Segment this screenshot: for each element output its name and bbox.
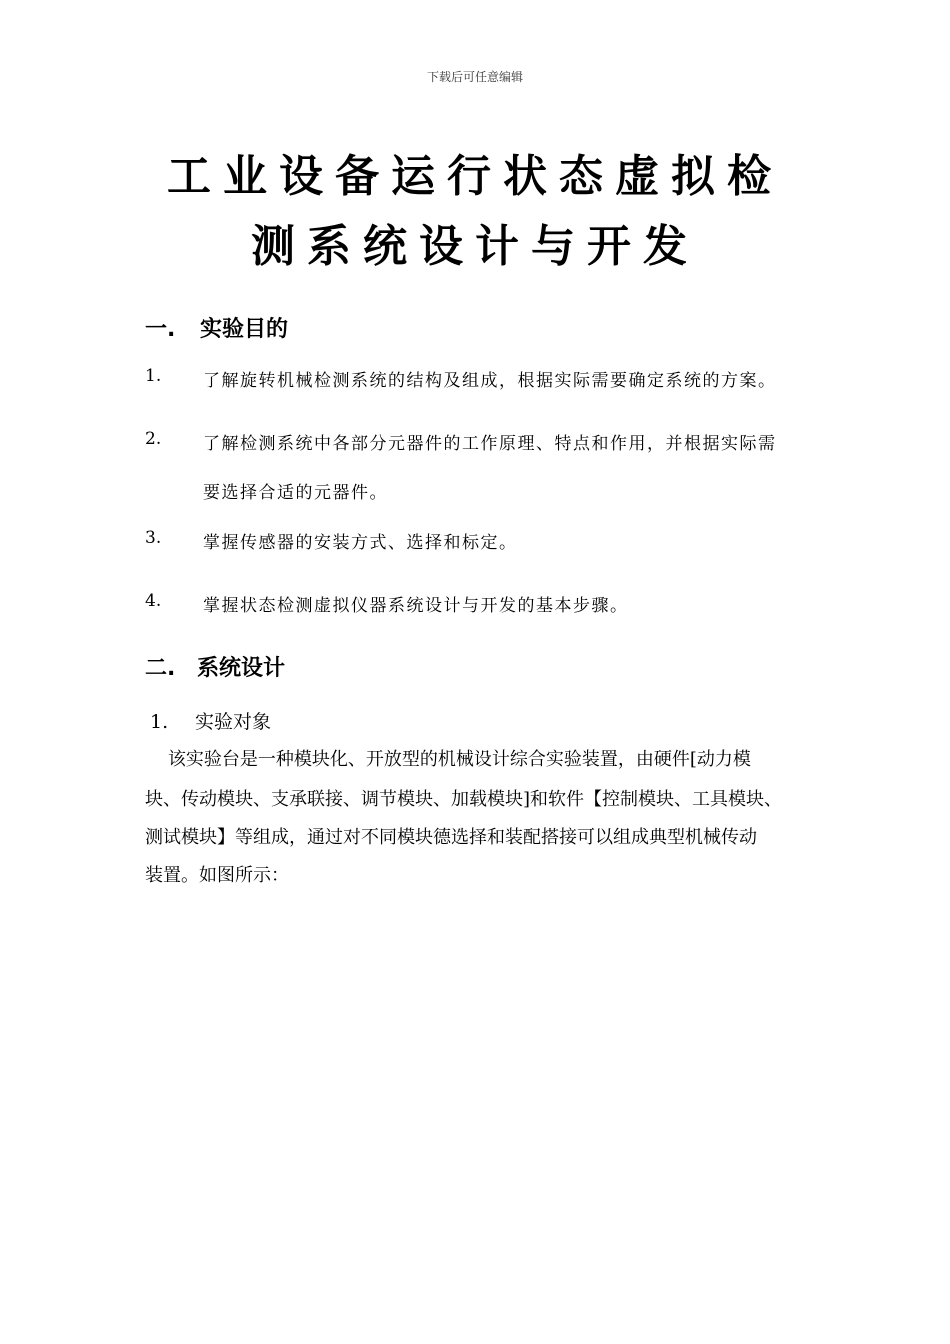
paragraph-line: 该实验台是一种模块化、开放型的机械设计综合实验装置，由硬件[动力模 bbox=[145, 749, 751, 770]
subsection-number: 1. bbox=[150, 711, 169, 733]
document-title-line-1: 工业设备运行状态虚拟检 bbox=[167, 151, 783, 202]
section-number: 一. bbox=[145, 317, 176, 342]
subsection-title: 实验对象 bbox=[195, 711, 272, 733]
section-heading-purpose bbox=[145, 312, 288, 343]
paragraph-line: 块、传动模块、支承联接、调节模块、加载模块]和软件【控制模块、工具模块、 bbox=[145, 789, 783, 810]
subsection-heading bbox=[150, 707, 271, 734]
list-item-number: 3. bbox=[145, 528, 162, 548]
list-item-number: 1. bbox=[145, 366, 162, 386]
list-item-number: 2. bbox=[145, 429, 162, 449]
section-title: 实验目的 bbox=[200, 317, 289, 342]
list-item-text: 要选择合适的元器件。 bbox=[203, 483, 388, 503]
section-heading-design bbox=[145, 651, 285, 682]
list-item-number: 4. bbox=[145, 591, 162, 611]
paragraph-line: 装置。如图所示： bbox=[145, 865, 289, 886]
section-title: 系统设计 bbox=[197, 656, 286, 681]
list-item-text: 掌握传感器的安装方式、选择和标定。 bbox=[203, 533, 518, 553]
list-item-text: 了解检测系统中各部分元器件的工作原理、特点和作用，并根据实际需 bbox=[203, 434, 777, 454]
paragraph-line: 测试模块】等组成，通过对不同模块德选择和装配搭接可以组成典型机械传动 bbox=[145, 827, 757, 848]
section-number: 二. bbox=[145, 656, 176, 681]
header-note: 下载后可任意编辑 bbox=[426, 70, 523, 84]
list-item-text: 掌握状态检测虚拟仪器系统设计与开发的基本步骤。 bbox=[203, 596, 629, 616]
list-item-text: 了解旋转机械检测系统的结构及组成，根据实际需要确定系统的方案。 bbox=[203, 371, 777, 391]
document-title-line-2: 测系统设计与开发 bbox=[251, 221, 699, 272]
